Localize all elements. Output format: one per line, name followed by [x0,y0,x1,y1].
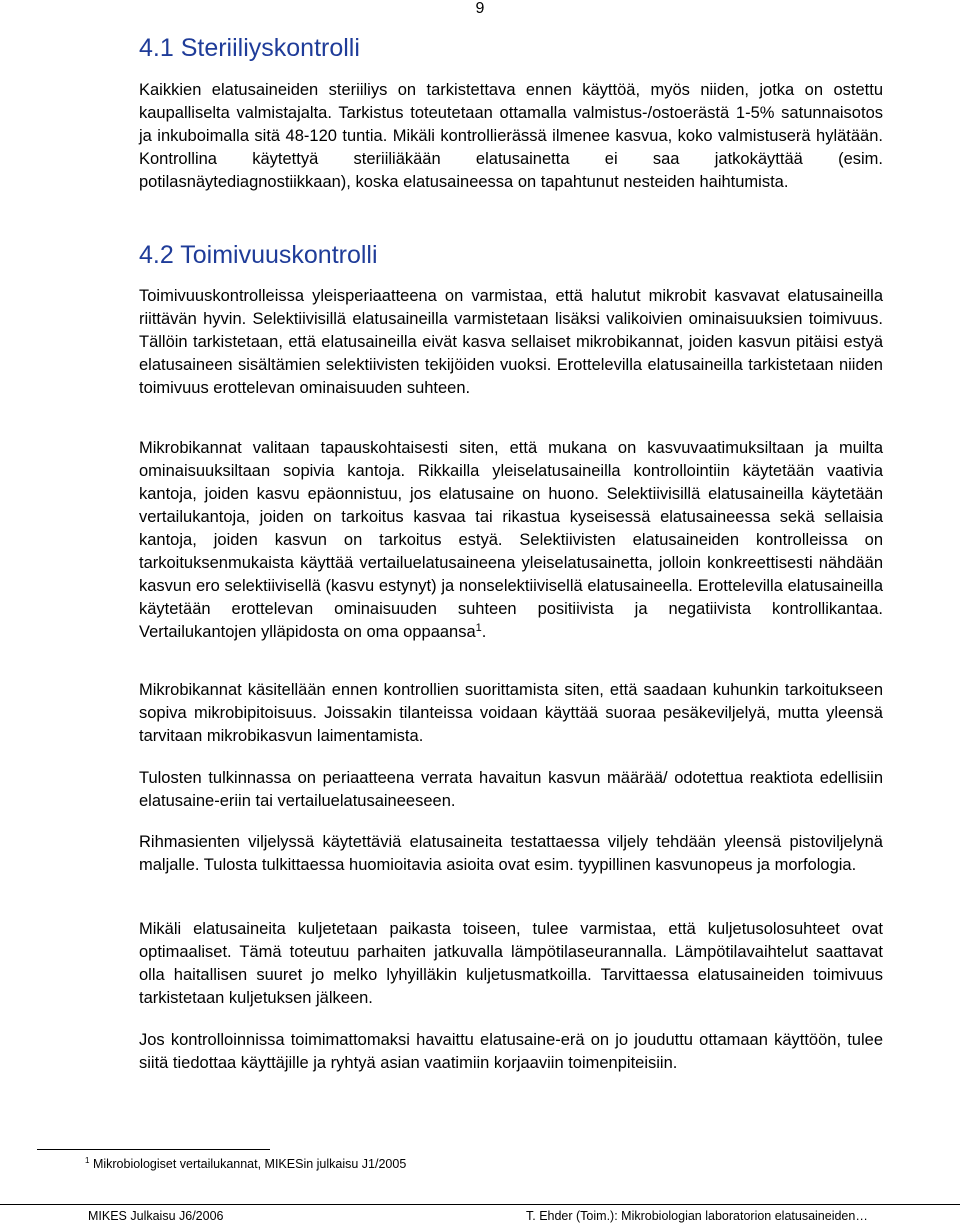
footer-publication: MIKES Julkaisu J6/2006 [88,1209,224,1223]
paragraph-toimivuus-6: Mikäli elatusaineita kuljetetaan paikasta toiseen, tulee varmistaa, että kuljetusolosuhteet ovat optimaaliset. Tämä toteutuu parhaiten jatkuvalla lämpötilaseurannalla. Lämpötilavaihtelut saattavat olla haitallisen suuret jo melko lyhyilläkin kuljetusmatkoilla. Tarvittaessa elatusaineiden toimivuus tarkistetaan kuljetuksen jälkeen. [139,920,883,1007]
paragraph-toimivuus-4: Tulosten tulkinnassa on periaatteena verrata havaitun kasvun määrää/ odotettua reaktiota edellisiin elatusaine-eriin tai vertailuelatusaineeseen. [139,769,883,810]
section-heading-steriiliyskontrolli: 4.1 Steriiliyskontrolli [139,34,360,62]
footnote-reference: 1 [475,622,482,634]
footnote-text: Mikrobiologiset vertailukannat, MIKESin julkaisu J1/2005 [92,1157,407,1171]
paragraph-toimivuus-3: Mikrobikannat käsitellään ennen kontrollien suorittamista siten, että saadaan kuhunkin tarkoitukseen sopiva mikrobipitoisuus. Joissakin tilanteissa voidaan käyttää suoraa pesäkeviljelyä, mutta yleensä tarvitaan mikrobikasvun laimentamista. [139,681,883,745]
paragraph-text: Mikrobikannat valitaan tapauskohtaisesti siten, että mukana on kasvuvaatimuksiltaan ja muilta ominaisuuksiltaan sopivia kantoja. Rikkailla yleiselatusaineilla kontrollointiin käytetään vaativia kantoja, joiden kasvu epäonnistuu, jos elatusaine on huono. Selektiivisillä elatusaineilla käytetään vertailukantoja, joiden on tarkoitus kasvaa tai rikastua kyseisessä elatusaineessa sekä sellaisia kantoja, joiden kasvun on tarkoitus estyä. Selektiivisten elatusaineiden kontrolleissa on tarkoituksenmukaista käyttää vertailuelatusaineena yleiselatusainetta, jolloin konkreettisesti nähdään kasvun ero selektiivisellä (kasvu estynyt) ja nonselektiivisellä elatusaineella. Erottelevilla elatusaineilla käytetään erottelevan ominaisuuden suhteen positiivista ja negatiivista kontrollikantaa. Vertailukantojen ylläpidosta on oma oppaansa [139,439,883,641]
paragraph-steriiliys: Kaikkien elatusaineiden steriiliys on tarkistettava ennen käyttöä, myös niiden, jotka on ostettu kaupalliselta valmistajalta. Tarkistus toteutetaan ottamalla valmistus-/ostoerästä 1-5% satunnaisotos ja inkuboimalla sitä 48-120 tuntia. Mikäli kontrollierässä ilmenee kasvua, koko valmistuserä hylätään. Kontrollina käytettyä steriiliäkään elatusainetta ei saa jatkokäyttää (esim. potilasnäytediagnostiikkaan), koska elatusaineessa on tapahtunut nesteiden haihtumista. [139,81,883,191]
page-number: 9 [475,0,485,17]
footer-title: T. Ehder (Toim.): Mikrobiologian laboratorion elatusaineiden… [526,1209,868,1223]
footnote-separator [37,1149,270,1150]
footnote-marker: 1 [85,1156,90,1165]
paragraph-toimivuus-5: Rihmasienten viljelyssä käytettäviä elatusaineita testattaessa viljely tehdään yleensä pistoviljelynä maljalle. Tulosta tulkittaessa huomioitavia asioita ovat esim. tyypillinen kasvunopeus ja morfologia. [139,833,883,874]
footnote [85,1157,406,1172]
paragraph-toimivuus-2 [139,437,883,644]
footer-separator [0,1204,960,1205]
paragraph-end: . [481,623,487,641]
paragraph-toimivuus-7: Jos kontrolloinnissa toimimattomaksi havaittu elatusaine-erä on jo jouduttu ottamaan käyttöön, tulee siitä tiedottaa käyttäjille ja ryhtyä asian vaatimiin korjaaviin toimenpiteisiin. [139,1031,883,1072]
paragraph-toimivuus-1: Toimivuuskontrolleissa yleisperiaatteena on varmistaa, että halutut mikrobit kasvavat elatusaineilla riittävän hyvin. Selektiivisillä elatusaineilla varmistetaan lisäksi valikoivien ominaisuuksien toimivuus. Tällöin tarkistetaan, että elatusaineilla eivät kasva sellaiset mikrobikannat, joiden kasvun pitäisi estyä elatusaineen sisältämien selektiivisten tekijöiden vuoksi. Erottelevilla elatusaineilla tarkistetaan niiden toimivuus erottelevan ominaisuuden suhteen. [139,287,883,397]
section-heading-toimivuuskontrolli: 4.2 Toimivuuskontrolli [139,241,378,269]
